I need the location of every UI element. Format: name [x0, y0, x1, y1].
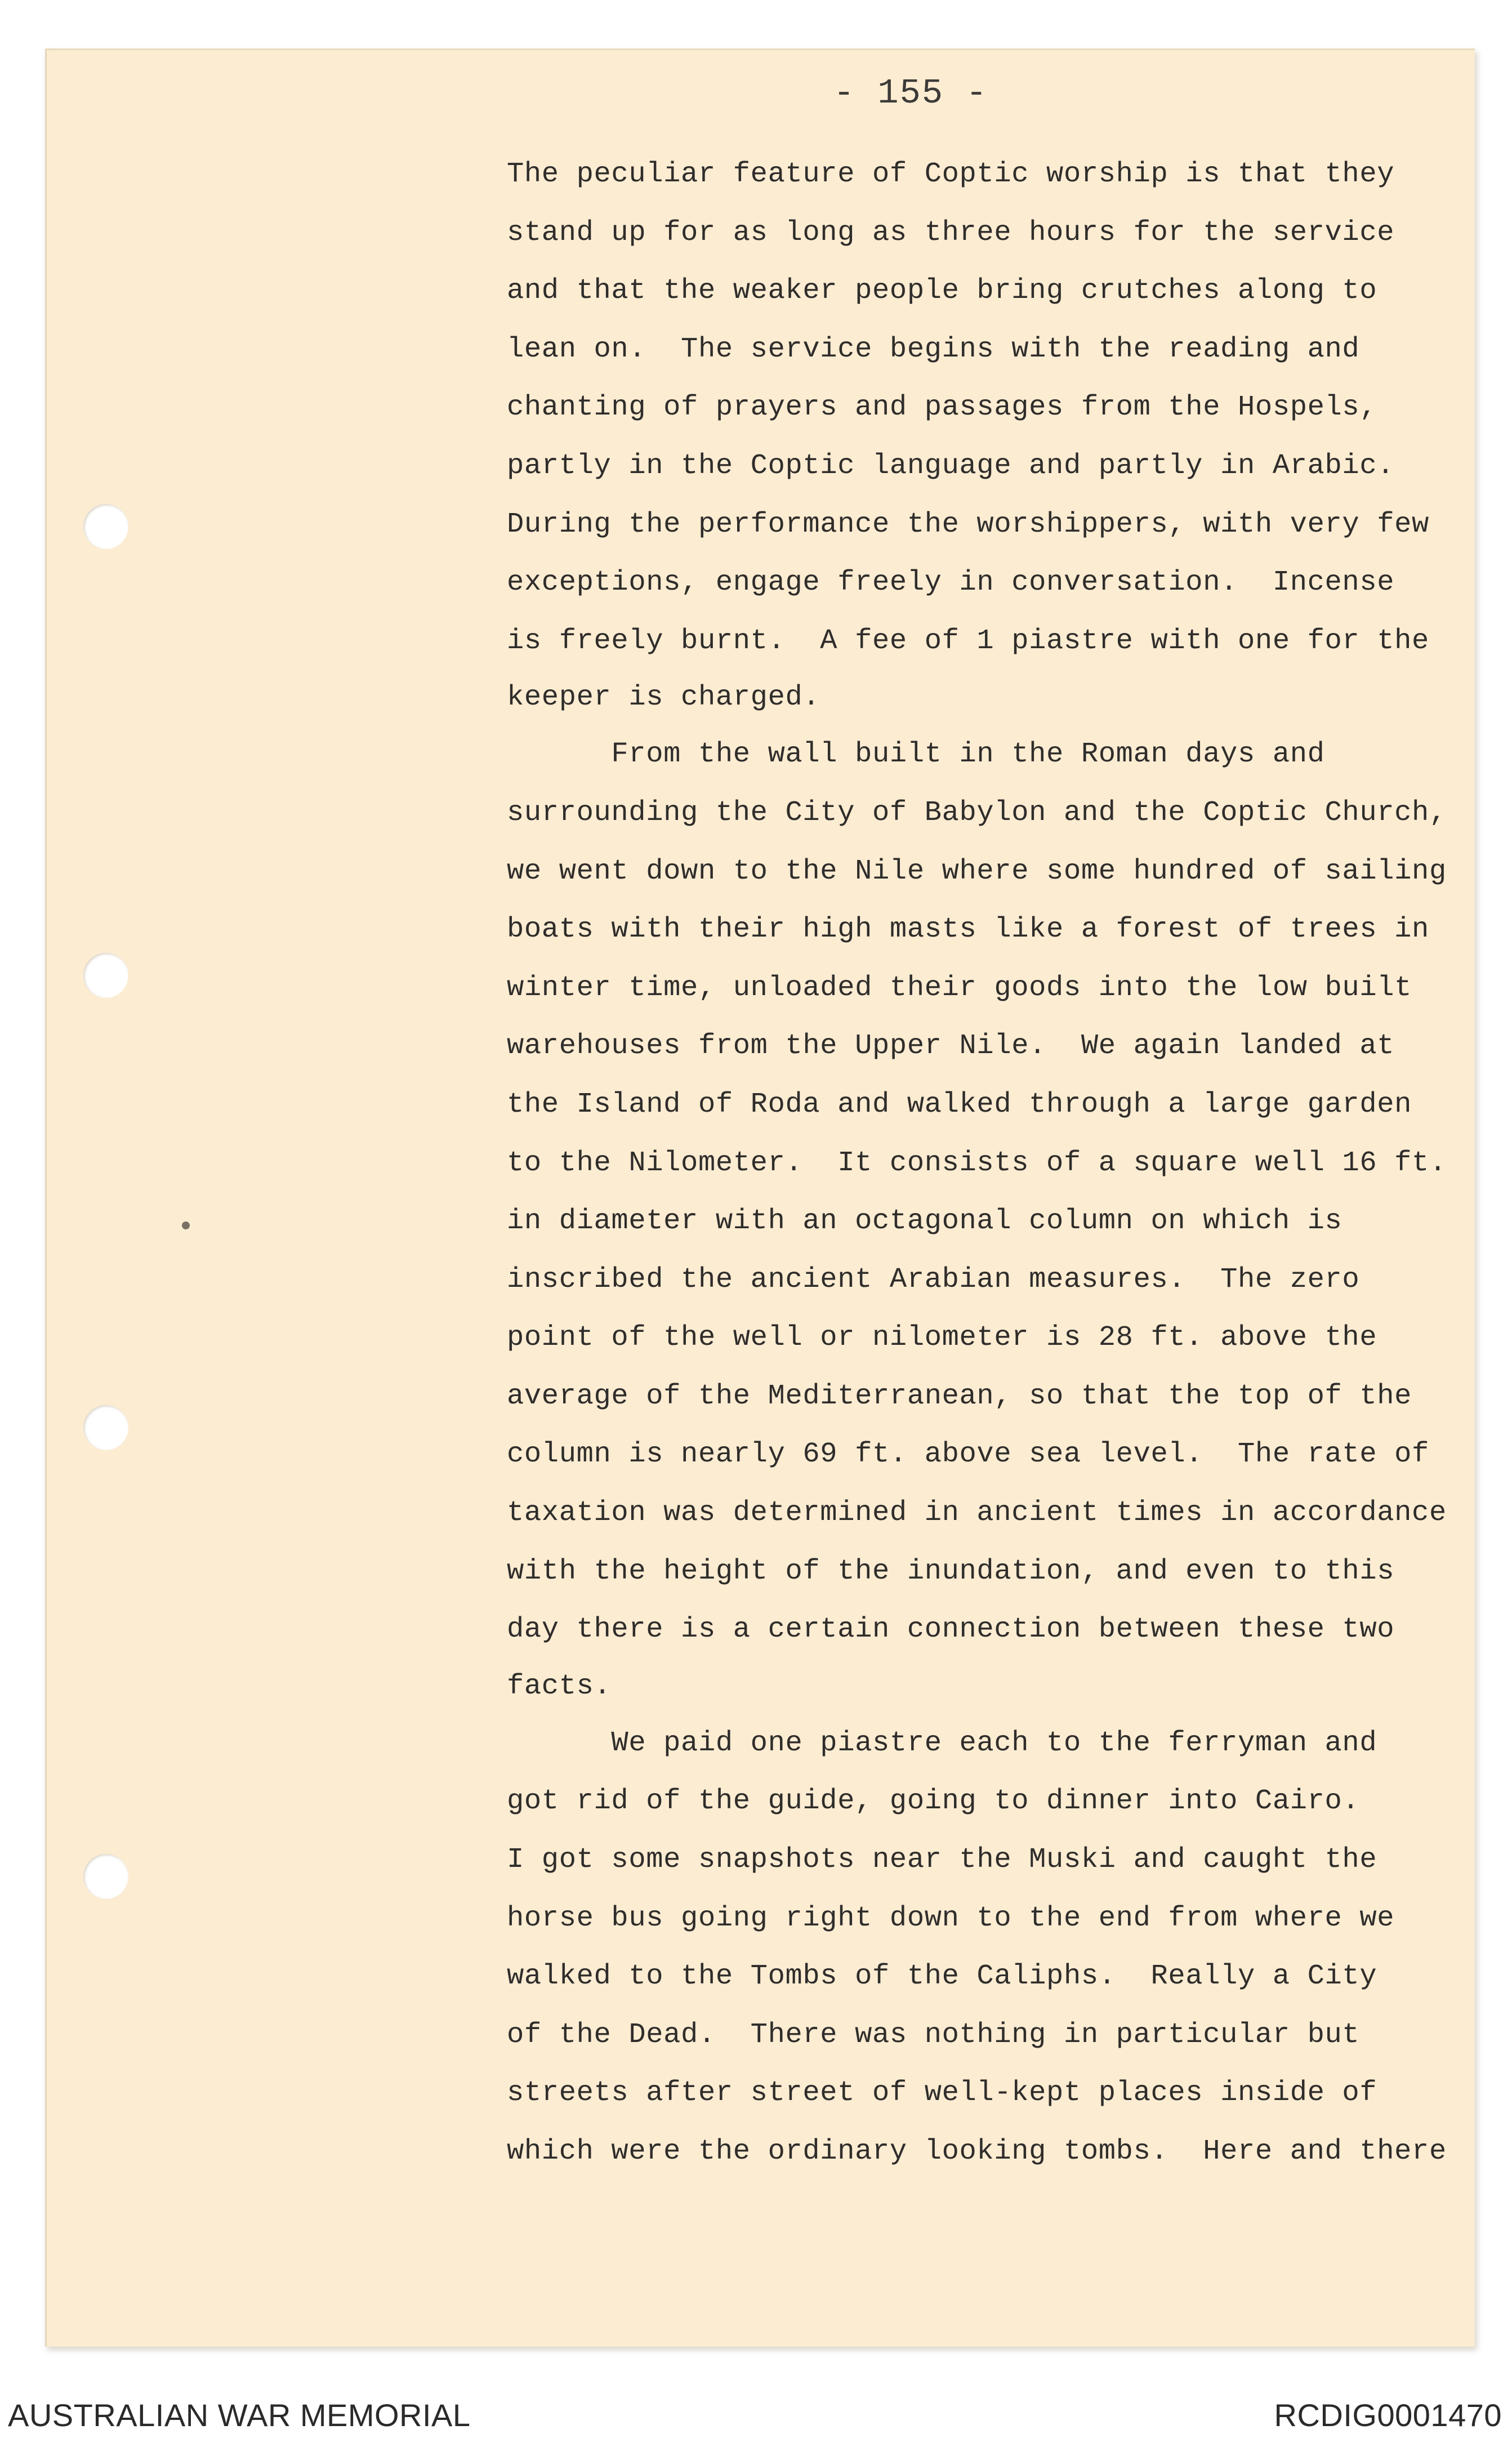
text-line: point of the well or nilometer is 28 ft. above the: [507, 1322, 1377, 1354]
text-line: winter time, unloaded their goods into the low built: [507, 971, 1412, 1004]
text-line: I got some snapshots near the Muski and caught the: [507, 1844, 1377, 1876]
page-number: - 155 -: [833, 73, 988, 113]
text-line: chanting of prayers and passages from the Hospels,: [507, 391, 1377, 424]
text-line: facts.: [507, 1670, 612, 1702]
text-line: average of the Mediterranean, so that the top of the: [507, 1380, 1412, 1412]
text-line: taxation was determined in ancient times in accordance: [507, 1497, 1447, 1530]
text-line: we went down to the Nile where some hundred of sailing: [507, 855, 1447, 888]
text-line: During the performance the worshippers, with very few: [507, 508, 1429, 541]
body-text: [507, 145, 1470, 2181]
text-line: is freely burnt. A fee of 1 piastre with one for the: [507, 625, 1429, 657]
text-line: inscribed the ancient Arabian measures. The zero: [507, 1263, 1360, 1296]
text-line: day there is a certain connection between these two: [507, 1613, 1395, 1646]
text-line: lean on. The service begins with the reading and: [507, 333, 1360, 365]
text-line: streets after street of well-kept places inside of: [507, 2077, 1377, 2110]
text-line: to the Nilometer. It consists of a square well 16 ft.: [507, 1147, 1447, 1179]
text-line: the Island of Roda and walked through a large garden: [507, 1088, 1412, 1121]
paragraph-start-line: From the wall built in the Roman days and: [507, 738, 1325, 771]
text-line: and that the weaker people bring crutches along to: [507, 275, 1377, 307]
text-line: stand up for as long as three hours for the service: [507, 216, 1395, 249]
text-line: exceptions, engage freely in conversation. Incense: [507, 567, 1395, 599]
text-line: warehouses from the Upper Nile. We again landed at: [507, 1030, 1395, 1063]
text-line: in diameter with an octagonal column on which is: [507, 1205, 1342, 1238]
text-line: of the Dead. There was nothing in particular but: [507, 2018, 1360, 2051]
ink-speck: [182, 1222, 190, 1229]
punch-hole: [83, 953, 128, 998]
text-line: walked to the Tombs of the Caliphs. Really a City: [507, 1960, 1377, 1993]
footer-record-id: RCDIG0001470: [1274, 2397, 1502, 2433]
text-line: The peculiar feature of Coptic worship is that they: [507, 158, 1395, 190]
punch-hole: [83, 1854, 128, 1899]
text-line: column is nearly 69 ft. above sea level. The rate of: [507, 1438, 1429, 1471]
paragraph-start-line: We paid one piastre each to the ferryman and: [507, 1727, 1377, 1759]
punch-hole: [83, 1405, 128, 1450]
punch-hole: [83, 504, 128, 549]
text-line: with the height of the inundation, and even to this: [507, 1555, 1395, 1588]
text-line: horse bus going right down to the end from where we: [507, 1902, 1395, 1934]
footer-institution: AUSTRALIAN WAR MEMORIAL: [8, 2397, 471, 2433]
text-line: which were the ordinary looking tombs. Here and there: [507, 2136, 1447, 2168]
text-line: got rid of the guide, going to dinner into Cairo.: [507, 1785, 1360, 1818]
text-line: keeper is charged.: [507, 681, 820, 714]
text-line: surrounding the City of Babylon and the Coptic Church,: [507, 796, 1447, 829]
text-line: partly in the Coptic language and partly in Arabic.: [507, 449, 1395, 482]
text-line: boats with their high masts like a forest of trees in: [507, 913, 1429, 946]
